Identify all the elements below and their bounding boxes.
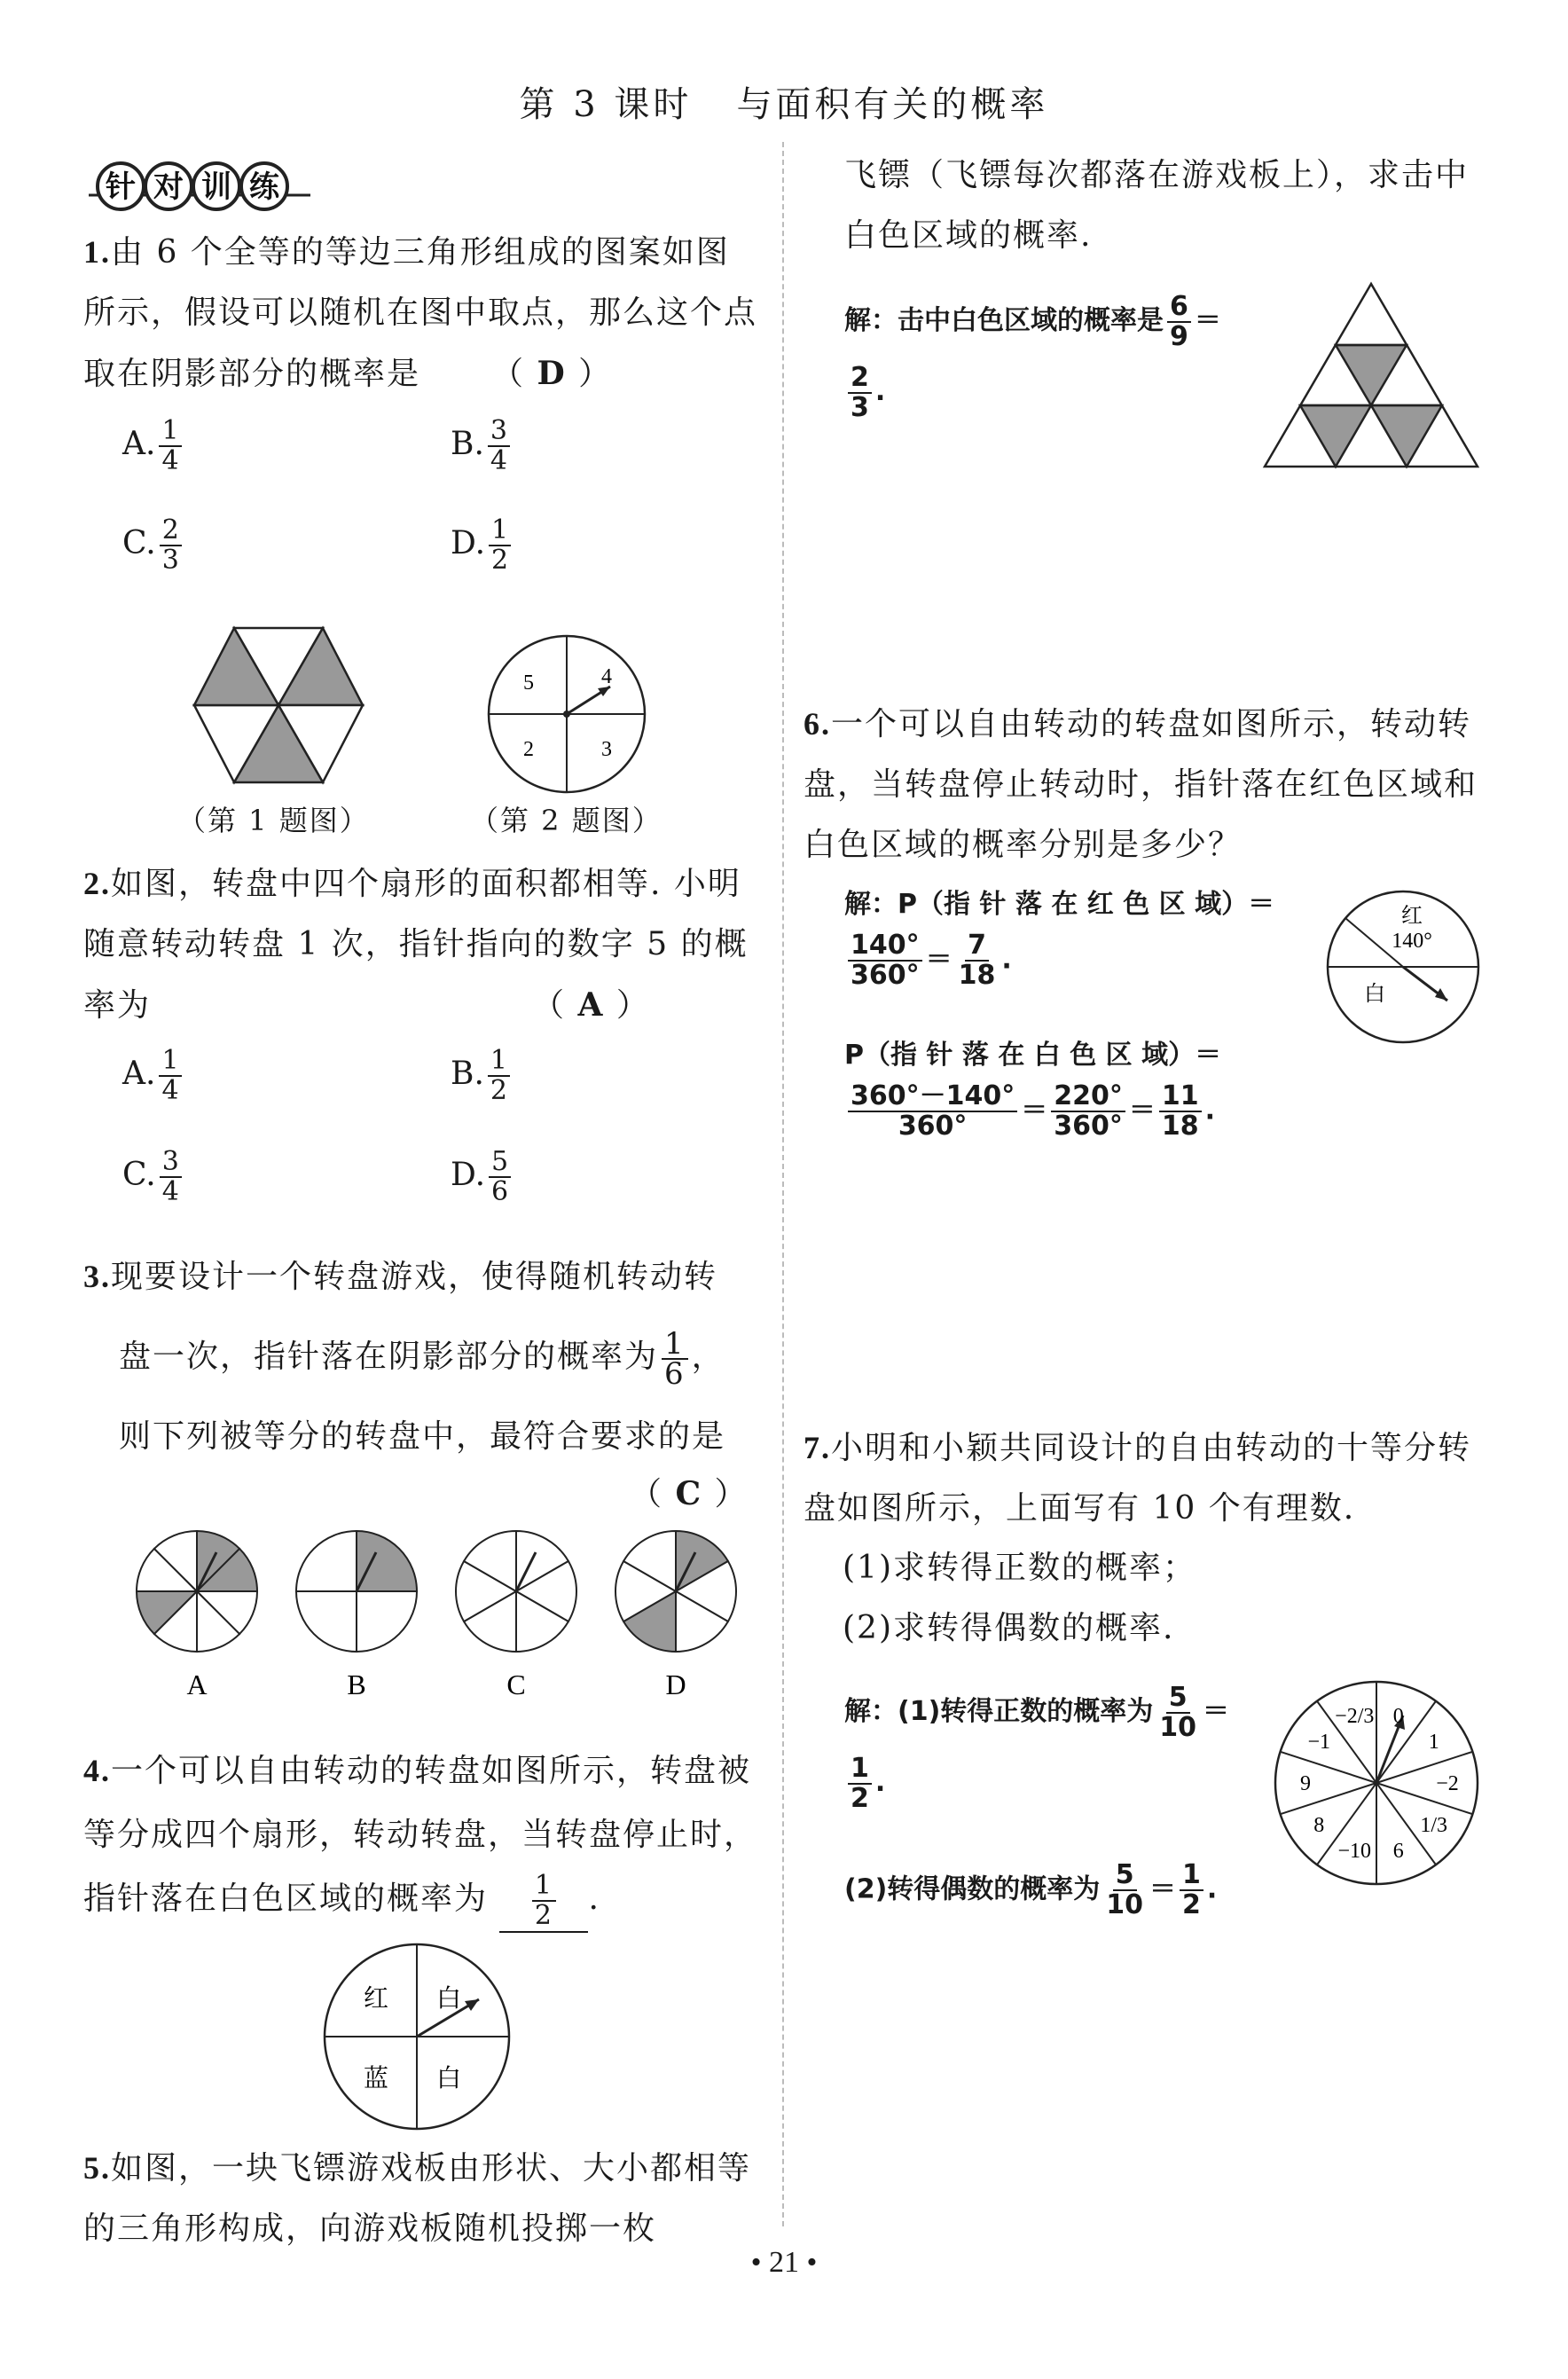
dial-number: −2: [1436, 1772, 1459, 1795]
spinner-q2: [484, 632, 649, 797]
q2-option-d: D. $\frac{5}{6}$: [451, 1148, 514, 1206]
svg-text:白: 白: [1364, 981, 1385, 1006]
question-5-continued: 飞镖（飞镖每次都落在游戏板上），求击中白色区域的概率.: [844, 157, 1470, 254]
dial-number: −10: [1337, 1840, 1372, 1864]
q1-option-b: B. $\frac{3}{4}$: [451, 417, 514, 475]
dial-number: −2/3: [1335, 1704, 1375, 1728]
svg-text:A: A: [186, 1668, 208, 1700]
q7-solution-1: 解：(1)转得正数的概率为 $\frac{5}{10}$ ＝ $\frac{1}{2}$ .: [844, 1681, 1230, 1814]
svg-text:蓝: 蓝: [363, 2063, 389, 2092]
lesson-title: 第 3 课时 与面积有关的概率: [519, 84, 1049, 125]
q6-solution-red: 解：P（指 针 落 在 红 色 区 域）＝ $\frac{140^\circ}{360^\circ}$ ＝ $\frac{7}{18}$ .: [844, 889, 1275, 991]
q2-answer: A: [577, 986, 605, 1024]
badge-char: 训: [201, 169, 231, 205]
svg-text:白: 白: [435, 2063, 462, 2092]
dial-number: 1/3: [1420, 1814, 1448, 1838]
hexagon-figure: [190, 612, 367, 798]
q2-option-a: A. $\frac{1}{4}$: [122, 1047, 185, 1105]
dial-number: 6: [1392, 1840, 1404, 1864]
svg-text:140°: 140°: [1392, 930, 1432, 953]
page-number: • 21 •: [750, 2246, 818, 2279]
question-1: 1.由 6 个全等的等边三角形组成的图案如图所示，假设可以随机在图中取点，那么这个点取在阴影部分的概率是 （ D ）: [83, 234, 758, 392]
q5-solution: 解：击中白色区域的概率是 $\frac{6}{9}$ ＝ $\frac{2}{3}$ .: [844, 290, 1221, 423]
dial-number: 1: [1428, 1730, 1439, 1754]
svg-text:红: 红: [363, 1983, 389, 2013]
spinner-q7: [1270, 1676, 1483, 1889]
question-4: 4.一个可以自由转动的转盘如图所示，转盘被等分成四个扇形，转动转盘，当转盘停止时，指针落在白色区域的概率为 $\frac{1}{2}$ .: [83, 1753, 758, 1931]
figure-2-caption: （第 2 题图）: [470, 804, 662, 837]
q7-part-1: (1)求转得正数的概率；: [843, 1550, 1196, 1586]
badge-char: 针: [106, 169, 136, 205]
spinner-sector: [296, 1531, 357, 1591]
section-badge: [89, 160, 310, 213]
q1-answer: D: [537, 355, 567, 392]
dartboard-figure: [1261, 280, 1481, 470]
q3-answer-bracket: （ C ）: [630, 1475, 749, 1512]
q1-option-d: D. $\frac{1}{2}$: [451, 516, 514, 575]
q2-option-b: B. $\frac{1}{2}$: [451, 1047, 514, 1105]
spinner-q6: [1323, 887, 1483, 1047]
spinner-q4: [319, 1939, 514, 2134]
question-2: 2.如图，转盘中四个扇形的面积都相等. 小明随意转动转盘 1 次，指针指向的数字 5 的概率为 （ A ）: [83, 866, 749, 1024]
svg-text:B: B: [347, 1668, 366, 1700]
question-6: 6.一个可以自由转动的转盘如图所示，转动转盘，当转盘停止转动时，指针落在红色区域和白色区域的概率分别是多少？: [804, 706, 1478, 863]
svg-text:3: 3: [601, 738, 612, 761]
question-5: 5.如图，一块飞镖游戏板由形状、大小都相等的三角形构成，向游戏板随机投掷一枚: [83, 2150, 752, 2247]
q3-spinners: [129, 1524, 750, 1701]
svg-text:2: 2: [523, 738, 534, 761]
question-3: 3.现要设计一个转盘游戏，使得随机转动转 盘一次，指针落在阴影部分的概率为 $\frac{1}{6}$ ， 则下列被等分的转盘中，最符合要求的是: [83, 1259, 726, 1455]
svg-text:C: C: [506, 1668, 526, 1700]
dial-number: −1: [1307, 1730, 1331, 1754]
question-7: 7.小明和小颖共同设计的自由转动的十等分转盘如图所示，上面写有 10 个有理数.: [804, 1430, 1472, 1527]
svg-text:红: 红: [1401, 903, 1423, 928]
dial-number: 9: [1300, 1772, 1311, 1795]
q1-option-a: A. $\frac{1}{4}$: [122, 417, 185, 475]
spinner-sector: [296, 1591, 357, 1652]
spinner-sector: [357, 1591, 417, 1652]
q6-solution-white: P（指 针 落 在 白 色 区 域）＝ $\frac{360^\circ-140^\circ}{360^\circ}$ ＝ $\frac{220^\circ}{360^\circ}$ ＝ $\frac{11}{18}$ .: [844, 1040, 1222, 1142]
badge-char: 对: [153, 169, 184, 205]
dial-number: 0: [1392, 1704, 1404, 1728]
svg-text:5: 5: [523, 671, 534, 695]
q1-option-c: C. $\frac{2}{3}$: [122, 516, 185, 575]
svg-text:D: D: [665, 1668, 686, 1700]
svg-text:4: 4: [601, 665, 612, 688]
badge-char: 练: [249, 169, 279, 205]
q7-part-2: (2)求转得偶数的概率.: [843, 1610, 1175, 1646]
q2-option-c: C. $\frac{3}{4}$: [122, 1148, 185, 1206]
figure-1-caption: （第 1 题图）: [177, 804, 370, 837]
spinner-sector: [357, 1531, 417, 1591]
svg-text:白: 白: [435, 1983, 462, 2013]
column-divider: [782, 142, 784, 2226]
q7-solution-2: (2)转得偶数的概率为 $\frac{5}{10}$ ＝ $\frac{1}{2}$ .: [844, 1859, 1218, 1920]
dial-number: 8: [1313, 1814, 1325, 1838]
